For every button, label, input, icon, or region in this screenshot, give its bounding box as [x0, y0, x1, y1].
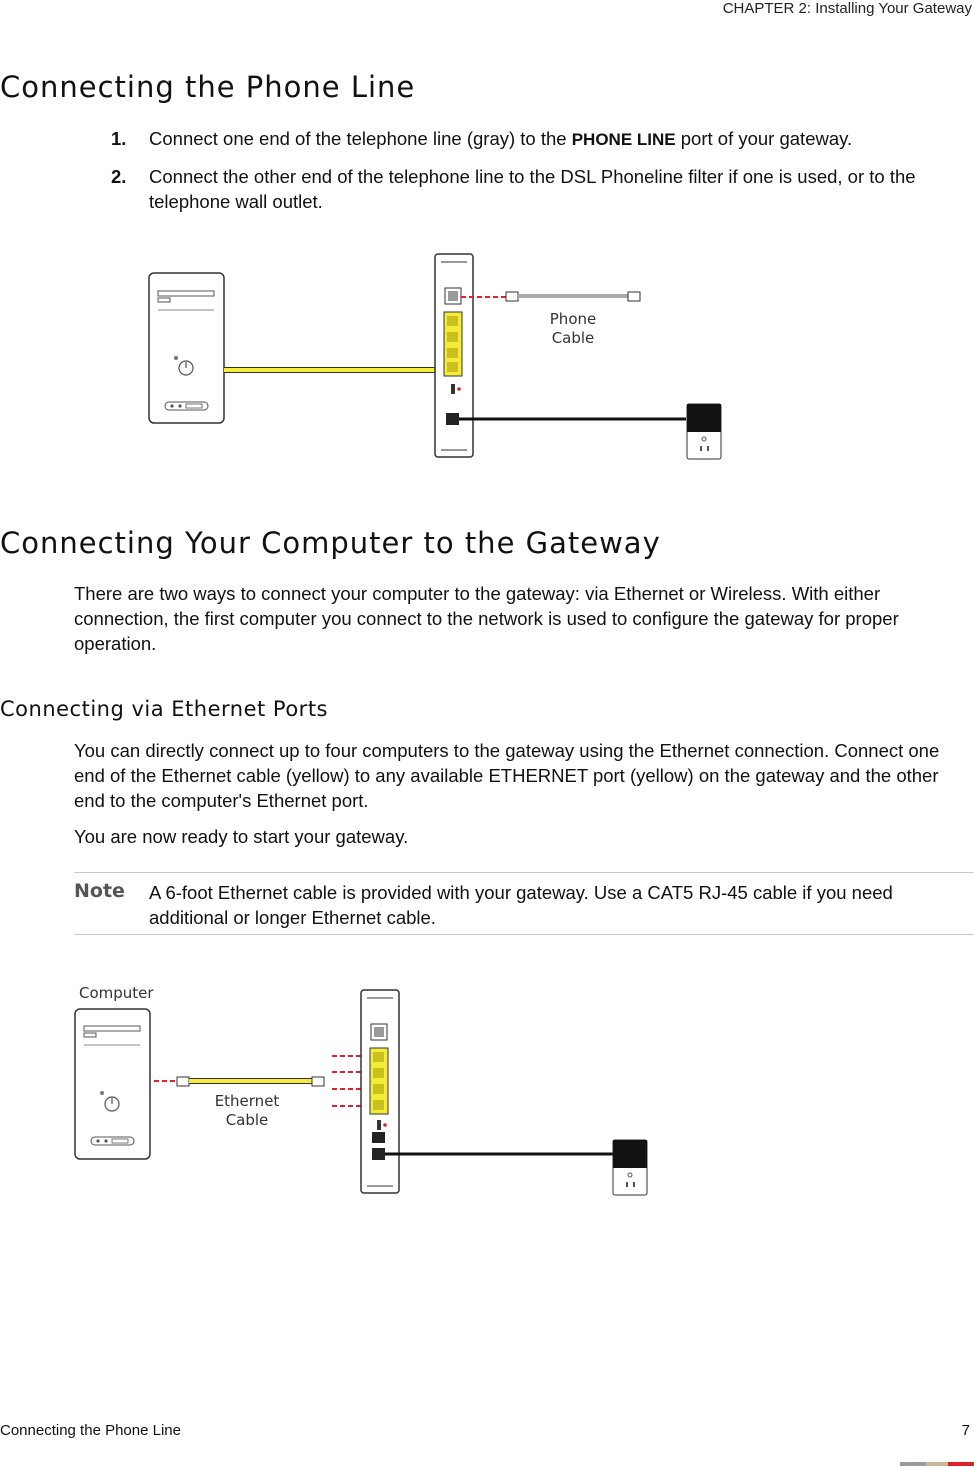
computer-tower-icon — [149, 273, 224, 423]
note-box — [74, 872, 974, 935]
gateway-icon — [361, 990, 399, 1193]
gateway-icon — [435, 254, 473, 457]
phone-plug-icon — [628, 292, 640, 301]
note-text: A 6-foot Ethernet cable is provided with your gateway. Use a CAT5 RJ-45 cable if you need additional or longer Ethernet cable. — [149, 882, 893, 928]
ethernet-cable-label-1: Ethernet — [214, 1092, 280, 1110]
ethernet-plug-icon — [177, 1077, 189, 1086]
step-number: 1. — [111, 128, 127, 149]
step-text: Connect the other end of the telephone line to the DSL Phoneline filter if one is used, or to the telephone wall outlet. — [149, 166, 916, 212]
ethernet-paragraph: You can directly connect up to four computers to the gateway using the Ethernet connection. Connect one end of the Ethernet cable (yellow) to any available ETHERNET port (yellow) on the gateway and the other end to the computer's Ethernet port. — [74, 740, 940, 811]
phone-plug-icon — [506, 292, 518, 301]
subsection-title-ethernet: Connecting via Ethernet Ports — [0, 697, 328, 721]
phone-line-diagram — [0, 240, 974, 470]
step-number: 2. — [111, 166, 127, 187]
section-title-phone-line: Connecting the Phone Line — [0, 70, 416, 104]
phone-cable-label-2: Cable — [551, 329, 595, 347]
section-title-computer-to-gateway: Connecting Your Computer to the Gateway — [0, 526, 661, 560]
computer-tower-icon — [75, 1009, 150, 1159]
phone-cable-label-1: Phone — [549, 310, 597, 328]
note-label: Note — [74, 880, 125, 902]
ethernet-cable-label-2: Cable — [225, 1111, 269, 1129]
footer-section-name: Connecting the Phone Line — [0, 1422, 181, 1439]
step-text: Connect one end of the telephone line (gray) to the PHONE LINE port of your gateway. — [149, 128, 853, 149]
ethernet-diagram — [0, 975, 974, 1205]
ready-paragraph: You are now ready to start your gateway. — [74, 826, 409, 847]
ethernet-plug-icon — [312, 1077, 324, 1086]
page-number: 7 — [961, 1422, 970, 1439]
computer-label: Computer — [79, 984, 154, 1002]
wall-outlet-icon — [613, 1140, 647, 1195]
wall-outlet-icon — [687, 404, 721, 459]
intro-paragraph: There are two ways to connect your computer to the gateway: via Ethernet or Wireless. With either connection, the first computer you connect to the network is used to configure the gateway for proper operation. — [74, 583, 899, 654]
footer-color-bars — [900, 1462, 974, 1466]
chapter-header: CHAPTER 2: Installing Your Gateway — [722, 0, 972, 17]
